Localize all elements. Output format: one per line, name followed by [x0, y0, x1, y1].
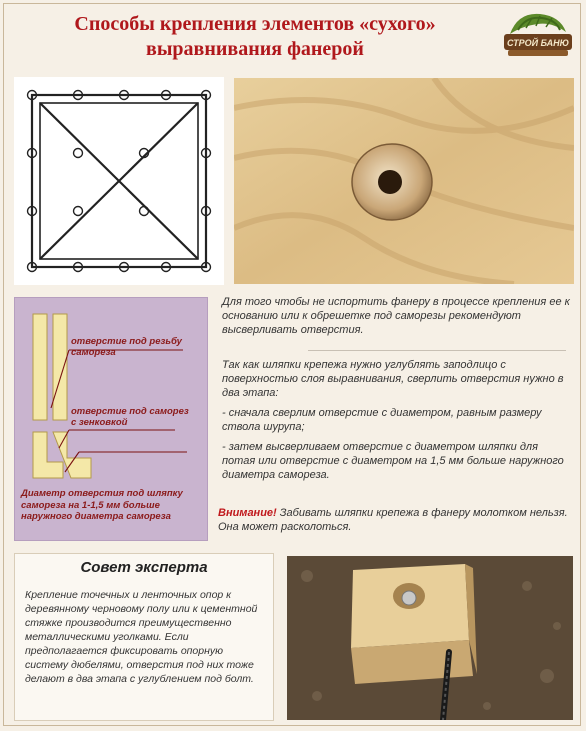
- expert-advice-box: [14, 553, 274, 721]
- page-title: [30, 12, 480, 62]
- hole-photo: [234, 78, 574, 284]
- title-line-1: Способы крепления элементов «сухого»: [74, 13, 436, 35]
- attention-label: Внимание!: [218, 507, 277, 519]
- attention-note: [218, 506, 574, 534]
- hole-diagram: [14, 297, 208, 541]
- countersunk-hole-photo: [234, 78, 574, 284]
- site-logo[interactable]: [496, 8, 580, 72]
- logo-text: СТРОЙ БАНЮ: [506, 38, 570, 48]
- paragraph-two-stages: Так как шляпки крепежа нужно углублять заподлицо с поверхностью слоя выравнивания, сверлить отверстия нужно в два этапа:: [222, 359, 564, 399]
- attention-text: Забивать шляпки крепежа в фанеру молотком нельзя. Она может расколоться.: [218, 507, 568, 533]
- expert-text: Крепление точечных и ленточных опор к деревянному черновому полу или к цементной стяжке производится преимущественно металлическими уголками. Если предполагается фиксировать опорную систему дюбелями, отверстия под них тоже делают в два этапа с углублением под болт.: [25, 589, 258, 685]
- label-countersink-hole: отверстие под саморез с зенковкой: [71, 406, 189, 428]
- drill-photo: [287, 556, 573, 720]
- fastening-scheme: [14, 77, 224, 285]
- wood-block-drill-photo: [287, 556, 573, 720]
- plywood-fastening-scheme-icon: [14, 77, 224, 285]
- paragraph-stage-1: - сначала сверлим отверстие с диаметром, равным размеру ствола шурупа;: [222, 407, 542, 433]
- diagram-caption: Диаметр отверстия под шляпку самореза на 1-1,5 мм больше наружного диаметра самореза: [21, 488, 183, 522]
- broom-logo-icon: [496, 8, 580, 72]
- paragraph-drill-recommendation: Для того чтобы не испортить фанеру в процессе крепления ее к основанию или к обрешетке под саморезы рекомендуют высверливать отверстия.: [222, 296, 570, 336]
- text-divider: [308, 350, 566, 351]
- label-thread-hole: отверстие под резьбу самореза: [71, 336, 182, 358]
- title-line-2: выравнивания фанерой: [146, 38, 364, 60]
- expert-title: Совет эксперта: [80, 559, 208, 576]
- paragraph-stage-2: - затем высверливаем отверстие с диаметром шляпки для потая или отверстие с диаметром на 1,5 мм больше наружного диаметра самореза.: [222, 441, 564, 481]
